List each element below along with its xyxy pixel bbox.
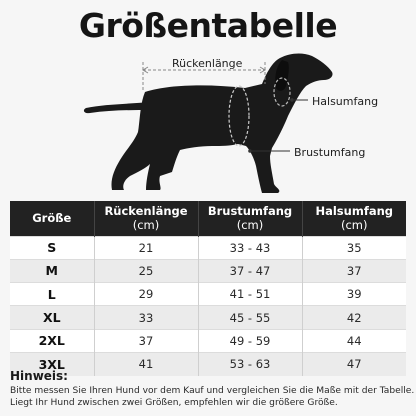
header-unit: (cm) <box>236 218 264 233</box>
note-line-2: Liegt Ihr Hund zwischen zwei Größen, empfehlen wir die größere Größe. <box>10 398 338 408</box>
size-table <box>10 201 406 376</box>
chest-cell: 33 - 43 <box>198 236 302 259</box>
back-length-cell: 21 <box>94 236 198 259</box>
table-row <box>10 236 406 259</box>
header-unit: (cm) <box>341 218 368 233</box>
neck-cell: 37 <box>302 259 406 282</box>
header-chest: Brustumfang (cm) <box>198 201 302 236</box>
back-length-cell: 29 <box>94 283 198 306</box>
neck-cell: 42 <box>302 306 406 329</box>
back-length-cell: 37 <box>94 329 198 352</box>
chest-cell: 41 - 51 <box>198 283 302 306</box>
table-row <box>10 352 406 375</box>
size-cell: M <box>10 259 94 282</box>
header-size: Größe <box>10 201 94 236</box>
back-length-cell: 41 <box>94 352 198 375</box>
note-heading: Hinweis: <box>10 369 68 383</box>
page-title: Größentabelle <box>78 6 338 45</box>
size-cell: L <box>10 283 94 306</box>
table-row <box>10 306 406 329</box>
neck-circumference-label: Halsumfang <box>312 95 379 108</box>
table-row <box>10 329 406 352</box>
table-header-row <box>10 201 406 236</box>
table-row <box>10 259 406 282</box>
chest-cell: 45 - 55 <box>198 306 302 329</box>
chest-cell: 49 - 59 <box>198 329 302 352</box>
header-back-length: Rückenlänge (cm) <box>94 201 198 236</box>
neck-cell: 47 <box>302 352 406 375</box>
back-length-label: Rückenlänge <box>172 57 243 70</box>
neck-cell: 35 <box>302 236 406 259</box>
neck-cell: 44 <box>302 329 406 352</box>
size-cell: 3XL <box>10 352 94 375</box>
size-cell: XL <box>10 306 94 329</box>
header-neck: Halsumfang (cm) <box>302 201 406 236</box>
chest-circumference-label: Brustumfang <box>294 146 366 159</box>
note-line-1: Bitte messen Sie Ihren Hund vor dem Kauf und vergleichen Sie die Maße mit der Tabelle. <box>10 386 415 396</box>
neck-cell: 39 <box>302 283 406 306</box>
size-cell: 2XL <box>10 329 94 352</box>
back-length-cell: 25 <box>94 259 198 282</box>
size-cell: S <box>10 236 94 259</box>
chest-cell: 37 - 47 <box>198 259 302 282</box>
table-row <box>10 283 406 306</box>
chest-cell: 53 - 63 <box>198 352 302 375</box>
back-length-cell: 33 <box>94 306 198 329</box>
dog-silhouette <box>84 54 333 193</box>
dog-measurement-illustration <box>0 50 416 200</box>
header-unit: (cm) <box>132 218 160 233</box>
